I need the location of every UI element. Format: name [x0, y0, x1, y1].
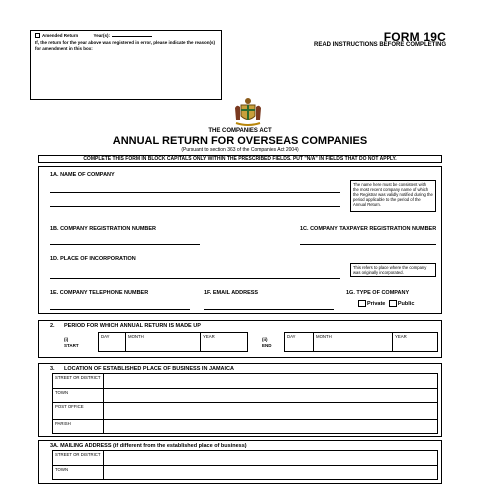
- company-name-line-1[interactable]: [50, 192, 340, 193]
- public-checkbox[interactable]: [389, 300, 397, 307]
- private-checkbox[interactable]: [358, 300, 366, 307]
- form-number: FORM 19C: [383, 30, 446, 44]
- reg-number-label: 1B. COMPANY REGISTRATION NUMBER: [50, 226, 157, 232]
- year-label: Year(s):: [93, 33, 111, 38]
- email-field[interactable]: [204, 309, 334, 310]
- company-name-label: 1A. NAME OF COMPANY: [50, 172, 115, 178]
- parish-label-cell: [52, 419, 104, 434]
- street-label: STREET OR DISTRICT: [55, 375, 101, 380]
- end-label: END: [262, 343, 272, 348]
- post-office-label-cell: [52, 402, 104, 420]
- section-2-label: PERIOD FOR WHICH ANNUAL RETURN IS MADE UP: [64, 323, 201, 329]
- parish-field[interactable]: [103, 419, 438, 434]
- start-year-cell[interactable]: [200, 332, 248, 352]
- town-field[interactable]: [103, 388, 438, 403]
- end-year-label: YEAR: [395, 334, 407, 339]
- parish-label: PARISH: [55, 421, 71, 426]
- company-name-line-2[interactable]: [50, 206, 340, 207]
- start-month-cell[interactable]: [125, 332, 201, 352]
- mail-street-label-cell: [52, 450, 104, 466]
- amended-return-label: Amended Return: [42, 33, 79, 38]
- mail-street-field[interactable]: [103, 450, 438, 466]
- telephone-field[interactable]: [50, 309, 190, 310]
- amended-return-checkbox[interactable]: [35, 33, 40, 38]
- street-field[interactable]: [103, 373, 438, 389]
- trn-label: 1C. COMPANY TAXPAYER REGISTRATION NUMBER: [300, 226, 437, 232]
- public-label: Public: [397, 300, 415, 307]
- end-day-label: DAY: [287, 334, 296, 339]
- start-roman: (i): [64, 337, 69, 342]
- place-note: This refers to place where the company was originally incorporated.: [350, 263, 436, 277]
- mail-town-field[interactable]: [103, 465, 438, 480]
- form-subtitle: (Pursuant to section 363 of the Companies Act 2004): [181, 147, 299, 153]
- private-label: Private: [367, 300, 386, 307]
- section-3-label: LOCATION OF ESTABLISHED PLACE OF BUSINESS IN JAMAICA: [64, 366, 234, 372]
- town-label: TOWN: [55, 390, 69, 395]
- post-office-label: POST OFFICE: [55, 404, 84, 409]
- end-month-cell[interactable]: [313, 332, 393, 352]
- place-of-incorporation-label: 1D. PLACE OF INCORPORATION: [50, 256, 136, 262]
- start-day-label: DAY: [101, 334, 110, 339]
- company-type-label: 1G. TYPE OF COMPANY: [346, 290, 410, 296]
- mail-town-label-cell: [52, 465, 104, 480]
- mail-town-label: TOWN: [55, 467, 69, 472]
- amendment-box[interactable]: [30, 30, 222, 100]
- post-office-field[interactable]: [103, 402, 438, 420]
- email-label: 1F. EMAIL ADDRESS: [204, 290, 259, 296]
- place-of-incorporation-field[interactable]: [50, 278, 340, 279]
- section-3-number: 3.: [50, 366, 55, 372]
- mail-street-label: STREET OR DISTRICT: [55, 452, 101, 457]
- instructions-bar: COMPLETE THIS FORM IN BLOCK CAPITALS ONLY WITHIN THE PRESCRIBED FIELDS. PUT "N/A" IN FIELDS THAT DO NOT APPLY.: [38, 155, 442, 163]
- start-month-label: MONTH: [128, 334, 144, 339]
- telephone-label: 1E. COMPANY TELEPHONE NUMBER: [50, 290, 149, 296]
- town-label-cell: [52, 388, 104, 403]
- section-3a-label: 3A. MAILING ADDRESS (if different from the established place of business): [50, 443, 247, 449]
- reg-number-field[interactable]: [50, 244, 200, 245]
- act-heading: THE COMPANIES ACT: [208, 128, 272, 134]
- amendment-note: If, the return for the year above was registered in error, please indicate the reason(s) for amendment in this box:: [35, 40, 216, 51]
- end-day-cell[interactable]: [284, 332, 314, 352]
- trn-field[interactable]: [300, 244, 436, 245]
- company-type-options: [358, 300, 414, 307]
- section-2-number: 2.: [50, 323, 55, 329]
- form-title: ANNUAL RETURN FOR OVERSEAS COMPANIES: [112, 135, 368, 147]
- end-year-cell[interactable]: [392, 332, 438, 352]
- coat-of-arms-icon: [232, 96, 264, 128]
- end-roman: (ii): [262, 337, 268, 342]
- start-year-label: YEAR: [203, 334, 215, 339]
- year-field[interactable]: [112, 36, 152, 37]
- start-day-cell[interactable]: [98, 332, 126, 352]
- company-name-note: The name here must be consistent with the most recent company name of which the Registrar was validly notified during the period applicable to the period of the Annual Return.: [350, 180, 436, 212]
- read-instructions: READ INSTRUCTIONS BEFORE COMPLETING: [313, 42, 446, 48]
- start-label: START: [64, 343, 79, 348]
- end-month-label: MONTH: [316, 334, 332, 339]
- street-label-cell: [52, 373, 104, 389]
